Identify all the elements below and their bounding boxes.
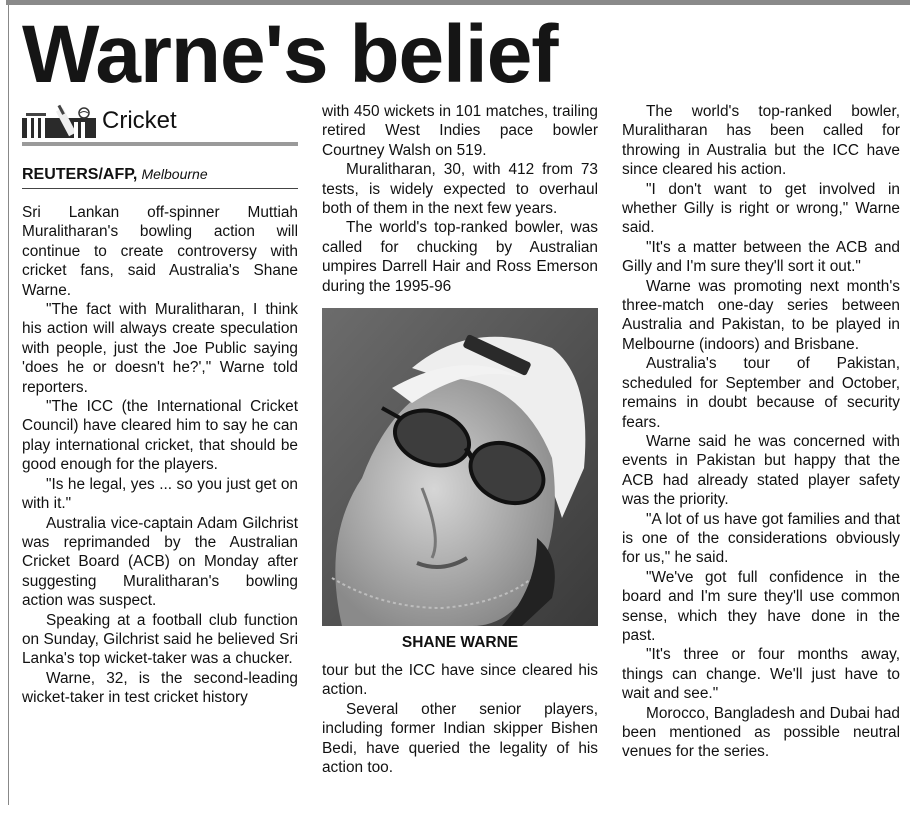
dateline-source: REUTERS/AFP,: [22, 166, 138, 183]
section-tag: [22, 102, 298, 140]
paragraph: The world's top-ranked bowler, Muralitharan has been called for throwing in Australia but the ICC have since cleared his action.: [622, 103, 900, 179]
paragraph: Warne, 32, is the second-leading wicket-taker in test cricket history: [22, 669, 298, 707]
paragraph: "I don't want to get involved in whether Gilly is right or wrong," Warne said.: [622, 180, 900, 237]
photo-caption: SHANE WARNE: [401, 634, 519, 652]
paragraph: "The ICC (the International Cricket Council) have cleared him to say he can play international cricket, that should be good enough for the players.: [22, 398, 298, 474]
column-1-body: [22, 203, 298, 708]
portrait-photo: [322, 308, 598, 626]
paragraph: "The fact with Muralitharan, I think his action will always create speculation with people, just the Joe Public saying 'does he or doesn't he?'," Warne told reporters.: [22, 301, 298, 396]
paragraph: Warne was promoting next month's three-match one-day series between Australia and Pakistan, to be played in Melbourne (indoors) and Brisbane.: [622, 277, 900, 353]
section-rule: [22, 142, 298, 146]
section-label: Cricket: [102, 107, 177, 135]
paragraph: Several other senior players, including former Indian skipper Bishen Bedi, have queried the legality of his action too.: [322, 700, 598, 777]
headline: Warne's belief: [22, 9, 558, 100]
paragraph: Sri Lankan off-spinner Muttiah Muralitharan's bowling action will continue to create controversy with cricket fans, said Australia's Shane Warne.: [22, 204, 298, 299]
paragraph: "It's three or four months away, things can change. We'll just have to wait and see.": [622, 646, 900, 703]
paragraph: Australia vice-captain Adam Gilchrist was reprimanded by the Australian Cricket Board (ACB) on Monday after suggesting Muralitharan's bowling action was suspect.: [22, 514, 298, 610]
paragraph: Muralitharan, 30, with 412 from 73 tests, is widely expected to overhaul both of them in the next few years.: [322, 161, 598, 218]
top-rule: [6, 0, 910, 5]
dateline: [22, 164, 298, 189]
paragraph: The world's top-ranked bowler, was called for chucking by Australian umpires Darrell Hair and Ross Emerson during the 1995-96: [322, 219, 598, 295]
column-2: [322, 102, 598, 778]
paragraph: Warne said he was concerned with events in Pakistan but happy that the ACB had already stated player safety was the priority.: [622, 432, 900, 509]
paragraph: "It's a matter between the ACB and Gilly and I'm sure they'll sort it out.": [622, 238, 900, 276]
paragraph: "Is he legal, yes ... so you just get on with it.": [22, 475, 298, 513]
cricket-logo-icon: [22, 104, 96, 138]
paragraph: with 450 wickets in 101 matches, trailing retired West Indies pace bowler Courtney Walsh on 519.: [322, 103, 598, 159]
paragraph: Morocco, Bangladesh and Dubai had been mentioned as possible neutral venues for the series.: [622, 704, 900, 761]
column-1: [22, 102, 298, 708]
column-3: [622, 102, 900, 762]
paragraph: Speaking at a football club function on Sunday, Gilchrist said he believed Sri Lanka's top wicket-taker was a chucker.: [22, 611, 298, 668]
paragraph: tour but the ICC have since cleared his action.: [322, 662, 598, 699]
paragraph: "A lot of us have got families and that is one of the considerations obviously for us," he said.: [622, 510, 900, 567]
paragraph: Australia's tour of Pakistan, scheduled for September and October, remains in doubt because of security fears.: [622, 355, 900, 431]
left-margin-rule: [8, 5, 9, 805]
dateline-city: Melbourne: [141, 166, 208, 182]
paragraph: "We've got full confidence in the board and I'm sure they'll use common sense, which they have done in the past.: [622, 568, 900, 644]
